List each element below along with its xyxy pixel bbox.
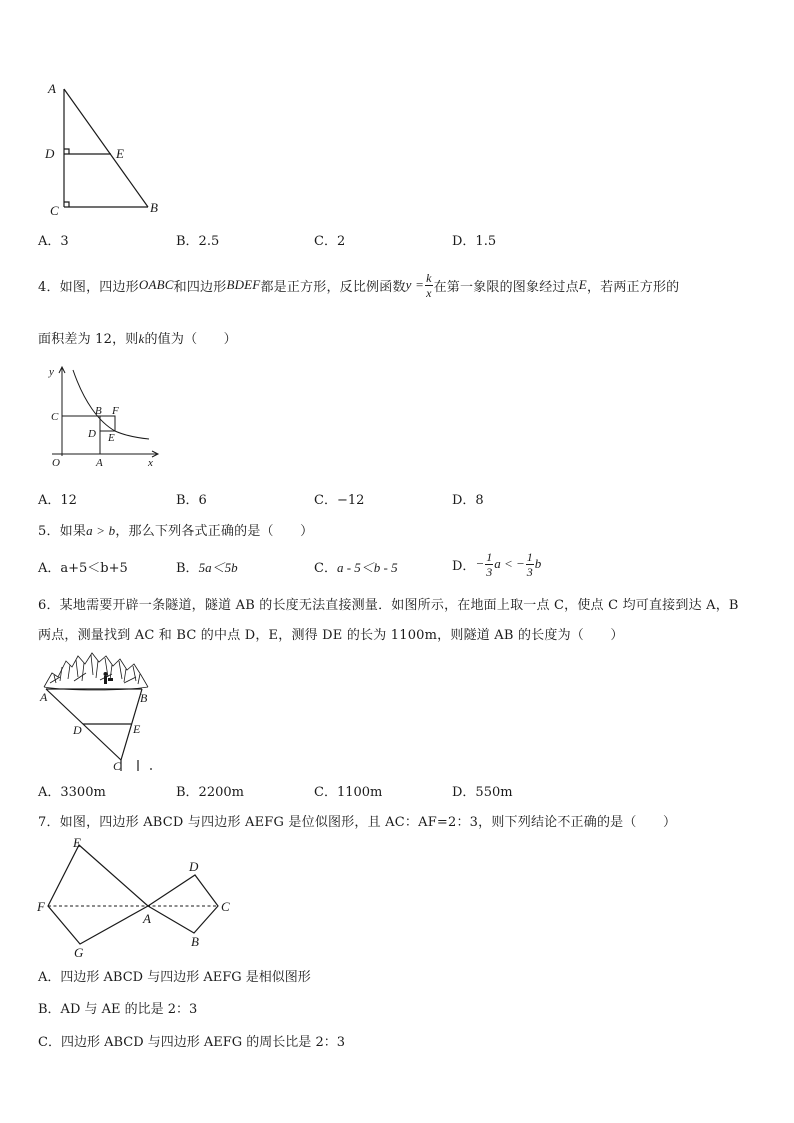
q7-label-f: F — [37, 899, 45, 914]
q5-text: ，那么下列各式正确的是（ ） — [115, 524, 314, 539]
q4-text: 都是正方形，反比例函数 — [260, 279, 406, 295]
q4-label-f: F — [112, 405, 119, 417]
q6-stem-line2: 两点，测量找到 AC 和 BC 的中点 D，E，测得 DE 的长为 1100m，则隧道 AB 的长度为（ ） — [38, 628, 624, 643]
q5-option-d-prefix: D． — [452, 558, 476, 574]
q4-math-bdef: BDEF — [226, 277, 261, 292]
q6-label-a: A — [40, 690, 48, 704]
q3-option-c[interactable]: C．2 — [314, 234, 346, 249]
q3-triangle-figure — [40, 78, 170, 220]
q4-text: 4．如图，四边形 — [38, 279, 139, 295]
q5-frac1-den: 3 — [486, 564, 493, 579]
q6-label-b: B — [140, 691, 148, 705]
q7-option-a[interactable]: A．四边形 ABCD 与四边形 AEFG 是相似图形 — [38, 970, 311, 985]
q5-stem — [38, 520, 313, 539]
q4-text: ，若两正方形的 — [586, 279, 680, 295]
q4-func-num: k — [426, 270, 432, 285]
q7-label-b: B — [191, 934, 199, 949]
q5-option-d-end: b — [534, 556, 542, 571]
q5-option-b-prefix: B． — [176, 561, 199, 576]
q3-label-b: B — [150, 200, 158, 215]
q6-tunnel-figure — [38, 647, 156, 771]
q5-option-c[interactable] — [314, 557, 398, 576]
q4-text: 和四边形 — [173, 279, 227, 295]
q4-text: 在第一象限的图象经过点 — [433, 279, 579, 295]
q7-label-a: A — [143, 911, 151, 926]
q3-label-d: D — [45, 146, 55, 161]
q7-label-c: C — [221, 899, 230, 914]
q7-homothety-figure — [34, 833, 240, 961]
q3-label-c: C — [50, 203, 59, 218]
q4-label-e: E — [108, 432, 115, 444]
q4-option-b[interactable]: B．6 — [176, 493, 207, 508]
q6-stem-line1: 6．某地需要开辟一条隧道，隧道 AB 的长度无法直接测量．如图所示，在地面上取一点 C，使点 C 均可直接到达 A，B — [38, 598, 739, 613]
q3-option-d[interactable]: D．1.5 — [452, 234, 497, 249]
q4-option-a[interactable]: A．12 — [38, 493, 77, 508]
q3-label-a: A — [48, 81, 56, 96]
q5-option-d-mid: a < − — [494, 556, 525, 571]
q4-label-c: C — [51, 411, 59, 423]
q6-label-e: E — [133, 722, 141, 736]
q3-option-a[interactable]: A．3 — [38, 234, 69, 249]
q6-option-a[interactable]: A．3300m — [38, 785, 106, 800]
q4-func-lhs: y = — [405, 277, 425, 292]
q3-label-e: E — [116, 146, 124, 161]
q4-label-b: B — [95, 405, 102, 417]
q5-option-d-frac1 — [485, 551, 493, 578]
q5-option-c-math: a - 5＜b - 5 — [336, 560, 398, 575]
q4-func-den: x — [426, 285, 432, 300]
q7-label-e: E — [73, 835, 81, 850]
q4-label-y: y — [49, 366, 54, 378]
q4-label-o: O — [52, 457, 60, 469]
q3-option-b[interactable]: B．2.5 — [176, 234, 220, 249]
q5-option-d[interactable] — [452, 546, 541, 582]
q5-frac1-num: 1 — [486, 549, 493, 564]
q4-option-c[interactable]: C．−12 — [314, 493, 365, 508]
q5-option-c-prefix: C． — [314, 561, 337, 576]
q7-option-c[interactable]: C．四边形 ABCD 与四边形 AEFG 的周长比是 2：3 — [38, 1035, 345, 1050]
q4-math-e: E — [578, 277, 587, 292]
q6-option-b[interactable]: B．2200m — [176, 785, 244, 800]
q5-option-d-frac2 — [526, 551, 534, 578]
q6-option-c[interactable]: C．1100m — [314, 785, 383, 800]
q4-option-d[interactable]: D．8 — [452, 493, 484, 508]
q5-option-a[interactable]: A．a+5＜b+5 — [38, 561, 128, 576]
q4-stem-line1 — [38, 270, 679, 300]
q4-func-fraction — [425, 272, 433, 299]
q7-option-b[interactable]: B．AD 与 AE 的比是 2：3 — [38, 1002, 198, 1017]
q4-math-k: k — [138, 331, 145, 346]
mountain-illustration — [44, 653, 148, 690]
q5-frac2-num: 1 — [526, 549, 533, 564]
q7-label-d: D — [189, 859, 199, 874]
q7-stem: 7．如图，四边形 ABCD 与四边形 AEFG 是位似图形，且 AC：AF=2：3，则下列结论不正确的是（ ） — [38, 815, 677, 830]
q7-label-g: G — [74, 945, 84, 960]
q6-option-d[interactable]: D．550m — [452, 785, 513, 800]
q6-label-d: D — [73, 723, 82, 737]
q4-text: 的值为（ ） — [144, 332, 237, 347]
q5-frac2-den: 3 — [526, 564, 533, 579]
q4-text: 面积差为 12，则 — [38, 332, 139, 347]
q4-label-d: D — [88, 428, 96, 440]
q5-option-d-minus: − — [475, 556, 485, 571]
q4-coordinate-figure — [44, 362, 166, 472]
q4-math-oabc: OABC — [138, 277, 174, 292]
q5-option-b[interactable] — [176, 557, 238, 576]
q4-label-a: A — [96, 457, 103, 469]
q4-stem-line2 — [38, 328, 237, 347]
q5-text: 5．如果 — [38, 524, 87, 539]
q6-label-c: C — [113, 759, 122, 771]
q4-label-x: x — [148, 457, 153, 469]
q5-option-b-math: 5a＜5b — [198, 560, 238, 575]
q5-condition: a > b — [86, 523, 116, 538]
